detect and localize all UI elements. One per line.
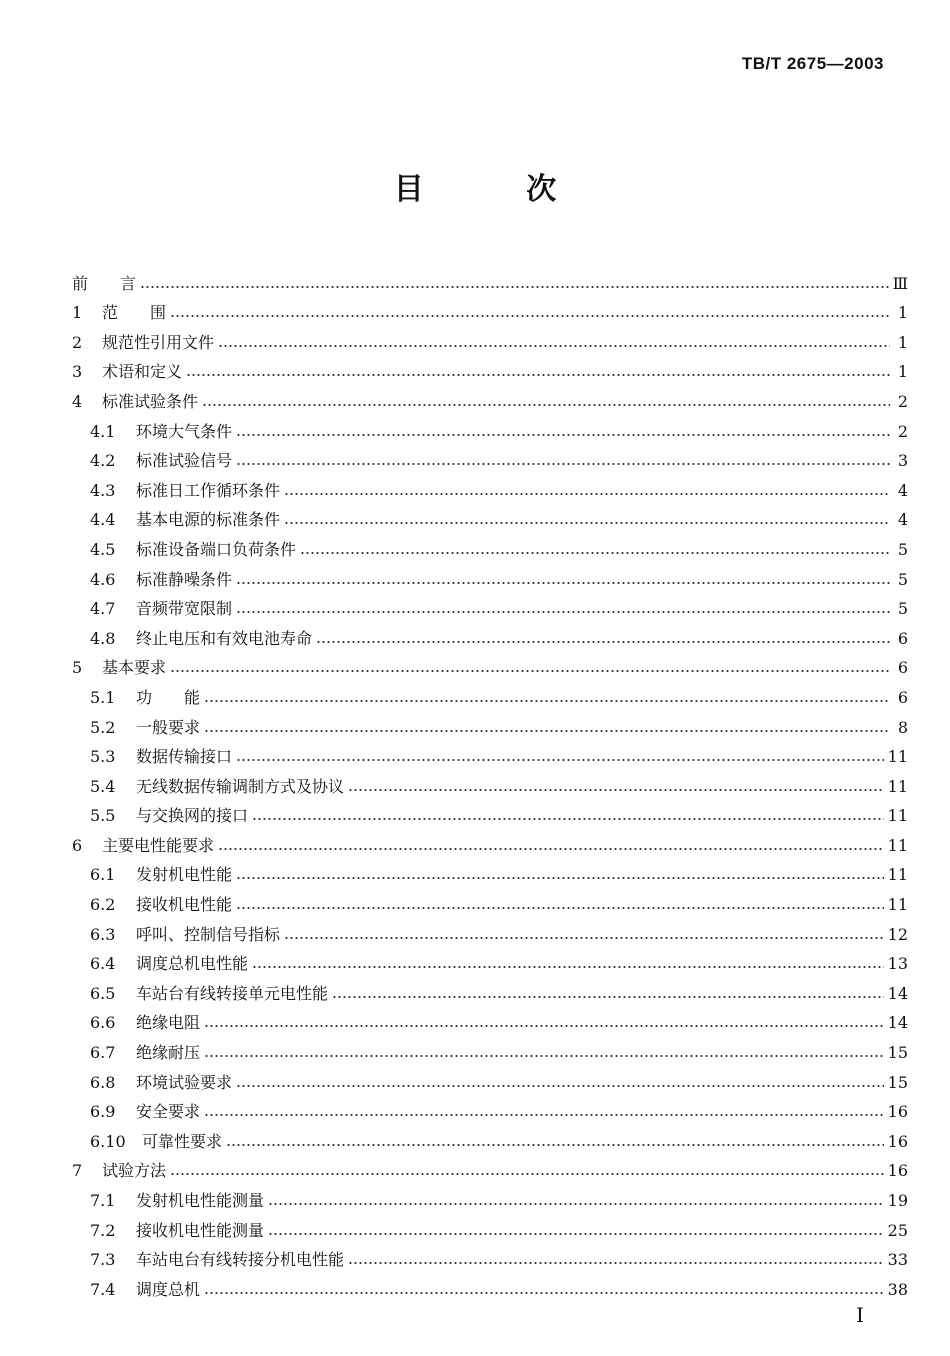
toc-entry-title: 标准静噪条件 xyxy=(136,569,233,589)
toc-entry-title: 车站电台有线转接分机电性能 xyxy=(136,1250,345,1270)
toc-entry-number: 4.2 xyxy=(90,451,116,471)
toc-entry-title: 呼叫、控制信号指标 xyxy=(136,924,281,944)
toc-entry-page: 6 xyxy=(897,628,908,648)
toc-entry-page: 11 xyxy=(887,895,908,915)
toc-entry-number: 7.3 xyxy=(90,1250,116,1270)
toc-entry-title: 试验方法 xyxy=(102,1161,167,1181)
toc-entry-number: 1 xyxy=(72,303,83,323)
toc-entry-title: 安全要求 xyxy=(136,1102,201,1122)
toc-entry-number: 5.2 xyxy=(90,717,116,737)
toc-entry-page: 2 xyxy=(897,421,908,441)
toc-entry-number: 7.4 xyxy=(90,1279,116,1299)
toc-entry-title: 功 能 xyxy=(136,687,201,707)
dot-leader xyxy=(236,433,890,437)
toc-entry-page: 33 xyxy=(887,1250,908,1270)
toc-entry-page: 25 xyxy=(887,1220,908,1240)
toc-entry-number: 5.3 xyxy=(90,747,116,767)
toc-entry-number: 6.2 xyxy=(90,895,116,915)
table-of-contents xyxy=(72,264,908,1300)
toc-entry-number: 6.7 xyxy=(90,1043,116,1063)
dot-leader xyxy=(204,1024,884,1028)
toc-entry-page: 15 xyxy=(887,1072,908,1092)
dot-leader xyxy=(252,817,884,821)
page-title: 目 次 xyxy=(393,172,603,207)
toc-entry[interactable] xyxy=(72,1181,908,1211)
dot-leader xyxy=(300,551,890,555)
toc-entry[interactable] xyxy=(72,1241,908,1271)
toc-entry-page: 5 xyxy=(897,569,908,589)
dot-leader xyxy=(236,758,884,762)
toc-entry-number: 7 xyxy=(72,1161,83,1181)
dot-leader xyxy=(204,729,890,733)
toc-entry-page: 11 xyxy=(887,806,908,826)
toc-entry-number: 6.1 xyxy=(90,865,116,885)
toc-entry-title: 终止电压和有效电池寿命 xyxy=(136,628,313,648)
toc-entry-title: 发射机电性能测量 xyxy=(136,1191,265,1210)
toc-entry-page: 19 xyxy=(887,1191,908,1210)
toc-entry-page: 1 xyxy=(897,362,908,382)
toc-entry-title: 调度总机电性能 xyxy=(136,954,249,974)
dot-leader xyxy=(236,1084,884,1088)
standard-code: TB/T 2675—2003 xyxy=(741,54,884,73)
dot-leader xyxy=(218,847,884,851)
toc-entry[interactable] xyxy=(72,382,908,412)
toc-entry-page: Ⅲ xyxy=(892,273,908,293)
dot-leader xyxy=(204,1054,884,1058)
dot-leader xyxy=(186,373,890,377)
dot-leader xyxy=(252,965,884,969)
toc-entry-page: 15 xyxy=(887,1043,908,1063)
dot-leader xyxy=(170,1172,884,1176)
toc-entry[interactable] xyxy=(72,1063,908,1093)
toc-entry[interactable] xyxy=(72,767,908,797)
toc-entry-number: 6.3 xyxy=(90,924,116,944)
toc-entry-number: 5 xyxy=(72,658,83,678)
toc-entry-number: 4.4 xyxy=(90,510,116,530)
toc-entry[interactable] xyxy=(72,530,908,560)
dot-leader xyxy=(236,906,884,910)
toc-entry-title: 可靠性要求 xyxy=(142,1131,223,1151)
dot-leader xyxy=(236,610,890,614)
toc-entry[interactable] xyxy=(72,797,908,827)
dot-leader xyxy=(284,936,884,940)
toc-entry[interactable] xyxy=(72,885,908,915)
toc-entry[interactable] xyxy=(72,1122,908,1152)
toc-entry[interactable] xyxy=(72,826,908,856)
toc-entry-number: 6.6 xyxy=(90,1013,116,1033)
toc-entry[interactable] xyxy=(72,738,908,768)
toc-entry-page: 11 xyxy=(887,865,908,885)
toc-entry-page: 5 xyxy=(897,599,908,619)
toc-entry-number: 6.10 xyxy=(90,1131,126,1151)
toc-entry[interactable] xyxy=(72,471,908,501)
toc-entry-title: 音频带宽限制 xyxy=(136,599,233,619)
toc-entry[interactable] xyxy=(72,856,908,886)
toc-entry-title: 环境大气条件 xyxy=(136,421,233,441)
toc-entry[interactable] xyxy=(72,412,908,442)
toc-entry-page: 5 xyxy=(897,539,908,559)
toc-entry[interactable] xyxy=(72,1093,908,1123)
dot-leader xyxy=(284,492,890,496)
toc-entry[interactable] xyxy=(72,1004,908,1034)
toc-entry[interactable] xyxy=(72,678,908,708)
toc-entry-number: 5.4 xyxy=(90,776,116,796)
toc-entry-title: 环境试验要求 xyxy=(136,1072,233,1092)
dot-leader xyxy=(236,581,890,585)
toc-entry-page: 16 xyxy=(887,1131,908,1151)
toc-entry-number: 6.5 xyxy=(90,983,116,1003)
dot-leader xyxy=(268,1232,884,1236)
dot-leader xyxy=(170,314,890,318)
dot-leader xyxy=(204,1291,884,1295)
toc-entry-number: 7.1 xyxy=(90,1191,116,1210)
toc-entry-title: 标准试验信号 xyxy=(136,451,233,471)
toc-entry-title: 主要电性能要求 xyxy=(102,835,215,855)
toc-entry[interactable] xyxy=(72,619,908,649)
toc-entry[interactable] xyxy=(72,264,908,294)
toc-entry-page: 1 xyxy=(897,332,908,352)
toc-entry-title: 基本要求 xyxy=(102,658,167,678)
toc-entry-title: 发射机电性能 xyxy=(136,865,233,885)
toc-entry-title: 与交换网的接口 xyxy=(136,806,249,826)
dot-leader xyxy=(348,1261,884,1265)
toc-entry-title: 标准日工作循环条件 xyxy=(136,480,281,500)
toc-entry[interactable] xyxy=(72,442,908,472)
toc-entry[interactable] xyxy=(72,649,908,679)
toc-entry-number: 5.1 xyxy=(90,687,116,707)
toc-entry-page: 11 xyxy=(887,776,908,796)
toc-entry-page: 12 xyxy=(887,924,908,944)
toc-entry-title: 绝缘耐压 xyxy=(136,1043,201,1063)
toc-entry[interactable] xyxy=(72,1211,908,1241)
toc-entry-title: 调度总机 xyxy=(136,1279,201,1299)
toc-entry-number: 4.6 xyxy=(90,569,116,589)
toc-entry-page: 16 xyxy=(887,1102,908,1122)
toc-entry-title: 术语和定义 xyxy=(102,362,183,382)
toc-entry[interactable] xyxy=(72,1033,908,1063)
toc-entry-number: 4.1 xyxy=(90,421,116,441)
toc-entry[interactable] xyxy=(72,1270,908,1300)
toc-entry-number: 6.9 xyxy=(90,1102,116,1122)
toc-entry-title: 接收机电性能测量 xyxy=(136,1220,265,1240)
toc-entry-number: 4.5 xyxy=(90,539,116,559)
toc-entry[interactable] xyxy=(72,560,908,590)
toc-entry-title: 车站台有线转接单元电性能 xyxy=(136,983,329,1003)
toc-entry-number: 4.8 xyxy=(90,628,116,648)
toc-entry-number: 7.2 xyxy=(90,1220,116,1240)
toc-entry-page: 14 xyxy=(887,983,908,1003)
toc-entry-page: 6 xyxy=(897,658,908,678)
dot-leader xyxy=(332,995,884,999)
toc-entry-title: 范 围 xyxy=(102,303,167,323)
toc-entry-number: 5.5 xyxy=(90,806,116,826)
dot-leader xyxy=(316,640,890,644)
toc-entry-title: 前 言 xyxy=(72,273,137,293)
toc-entry[interactable] xyxy=(72,1152,908,1182)
toc-entry-page: 13 xyxy=(887,954,908,974)
toc-entry[interactable] xyxy=(72,915,908,945)
toc-entry-title: 标准试验条件 xyxy=(102,391,199,411)
dot-leader xyxy=(236,462,890,466)
toc-entry-page: 11 xyxy=(887,835,908,855)
toc-entry-number: 6 xyxy=(72,835,83,855)
dot-leader xyxy=(218,344,890,348)
toc-entry[interactable] xyxy=(72,945,908,975)
dot-leader xyxy=(236,876,884,880)
toc-entry-page: 6 xyxy=(897,687,908,707)
toc-entry-number: 2 xyxy=(72,332,83,352)
toc-entry-page: 38 xyxy=(887,1279,908,1299)
toc-entry-page: 4 xyxy=(897,480,908,500)
toc-entry-page: 14 xyxy=(887,1013,908,1033)
toc-entry-number: 4.7 xyxy=(90,599,116,619)
toc-entry-page: 1 xyxy=(897,303,908,323)
page-number: I xyxy=(856,1303,864,1327)
dot-leader xyxy=(226,1143,884,1147)
dot-leader xyxy=(202,403,890,407)
toc-entry-title: 绝缘电阻 xyxy=(136,1013,201,1033)
toc-entry-title: 规范性引用文件 xyxy=(102,332,215,352)
toc-entry-number: 4.3 xyxy=(90,480,116,500)
toc-entry-number: 6.8 xyxy=(90,1072,116,1092)
toc-entry-page: 4 xyxy=(897,510,908,530)
toc-entry-title: 接收机电性能 xyxy=(136,895,233,915)
toc-entry-number: 6.4 xyxy=(90,954,116,974)
dot-leader xyxy=(204,1113,884,1117)
toc-entry[interactable] xyxy=(72,974,908,1004)
toc-entry-number: 4 xyxy=(72,391,83,411)
toc-entry[interactable] xyxy=(72,294,908,324)
toc-entry-page: 11 xyxy=(887,747,908,767)
dot-leader xyxy=(204,699,890,703)
dot-leader xyxy=(348,788,884,792)
dot-leader xyxy=(170,669,890,673)
toc-entry[interactable] xyxy=(72,353,908,383)
toc-entry-title: 数据传输接口 xyxy=(136,747,233,767)
toc-entry-title: 无线数据传输调制方式及协议 xyxy=(136,776,345,796)
dot-leader xyxy=(268,1202,884,1206)
toc-entry-number: 3 xyxy=(72,362,83,382)
toc-entry-title: 标准设备端口负荷条件 xyxy=(136,539,297,559)
toc-entry-title: 一般要求 xyxy=(136,717,201,737)
toc-entry-page: 2 xyxy=(897,391,908,411)
toc-entry-page: 8 xyxy=(897,717,908,737)
toc-entry[interactable] xyxy=(72,590,908,620)
toc-entry[interactable] xyxy=(72,501,908,531)
toc-entry-title: 基本电源的标准条件 xyxy=(136,510,281,530)
toc-entry-page: 3 xyxy=(897,451,908,471)
dot-leader xyxy=(140,285,889,289)
toc-entry-page: 16 xyxy=(887,1161,908,1181)
dot-leader xyxy=(284,521,890,525)
toc-entry[interactable] xyxy=(72,323,908,353)
toc-entry[interactable] xyxy=(72,708,908,738)
